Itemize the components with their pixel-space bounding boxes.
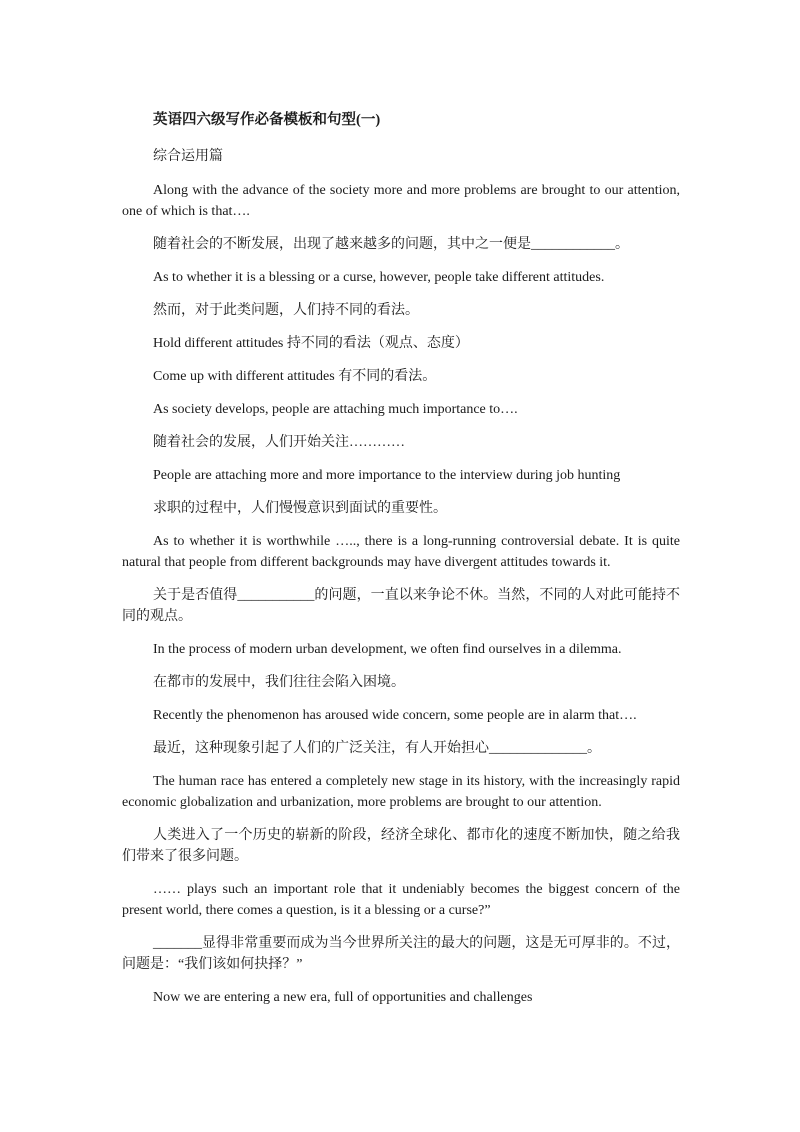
paragraph: Come up with different attitudes 有不同的看法。 [153, 369, 437, 384]
paragraph: Along with the advance of the society more and more problems are brought to our attention, one of which is that…. [122, 183, 680, 219]
paragraph: 求职的过程中，人们慢慢意识到面试的重要性。 [153, 501, 447, 516]
document-page [122, 110, 680, 1020]
paragraph: 随着社会的发展，人们开始关注………… [153, 435, 405, 450]
paragraph: 最近，这种现象引起了人们的广泛关注，有人开始担心______________。 [153, 741, 601, 756]
document-subtitle: 综合运用篇 [153, 149, 223, 164]
paragraph: Recently the phenomenon has aroused wide concern, some people are in alarm that…. [153, 708, 637, 723]
paragraph: 在都市的发展中，我们往往会陷入困境。 [153, 675, 405, 690]
paragraph: 随着社会的不断发展，出现了越来越多的问题，其中之一便是____________。 [153, 237, 629, 252]
paragraph: In the process of modern urban development, we often find ourselves in a dilemma. [153, 642, 622, 657]
paragraph: Now we are entering a new era, full of opportunities and challenges [153, 990, 533, 1005]
paragraph: As to whether it is a blessing or a curse, however, people take different attitudes. [153, 270, 605, 285]
paragraph: _______显得非常重要而成为当今世界所关注的最大的问题，这是无可厚非的。不过，问题是：“我们该如何抉择？” [122, 936, 680, 972]
paragraph: 人类进入了一个历史的崭新的阶段，经济全球化、都市化的速度不断加快，随之给我们带来了很多问题。 [122, 828, 680, 864]
paragraph: 关于是否值得___________的问题，一直以来争论不休。当然，不同的人对此可能持不同的观点。 [122, 588, 680, 624]
document-title: 英语四六级写作必备模板和句型(一) [153, 112, 381, 128]
paragraph: As to whether it is worthwhile ….., there is a long-running controversial debate. It is quite natural that people from different backgrounds may have divergent attitudes towards it. [122, 534, 680, 570]
paragraph: The human race has entered a completely new stage in its history, with the increasingly rapid economic globalization and urbanization, more problems are brought to our attention. [122, 774, 680, 810]
paragraph: People are attaching more and more importance to the interview during job hunting [153, 468, 621, 483]
paragraph: Hold different attitudes 持不同的看法（观点、态度） [153, 336, 469, 351]
paragraph: 然而，对于此类问题，人们持不同的看法。 [153, 303, 419, 318]
paragraph: As society develops, people are attaching much importance to…. [153, 402, 518, 417]
paragraph: …… plays such an important role that it undeniably becomes the biggest concern of the present world, there comes a question, is it a blessing or a curse?” [122, 882, 680, 918]
